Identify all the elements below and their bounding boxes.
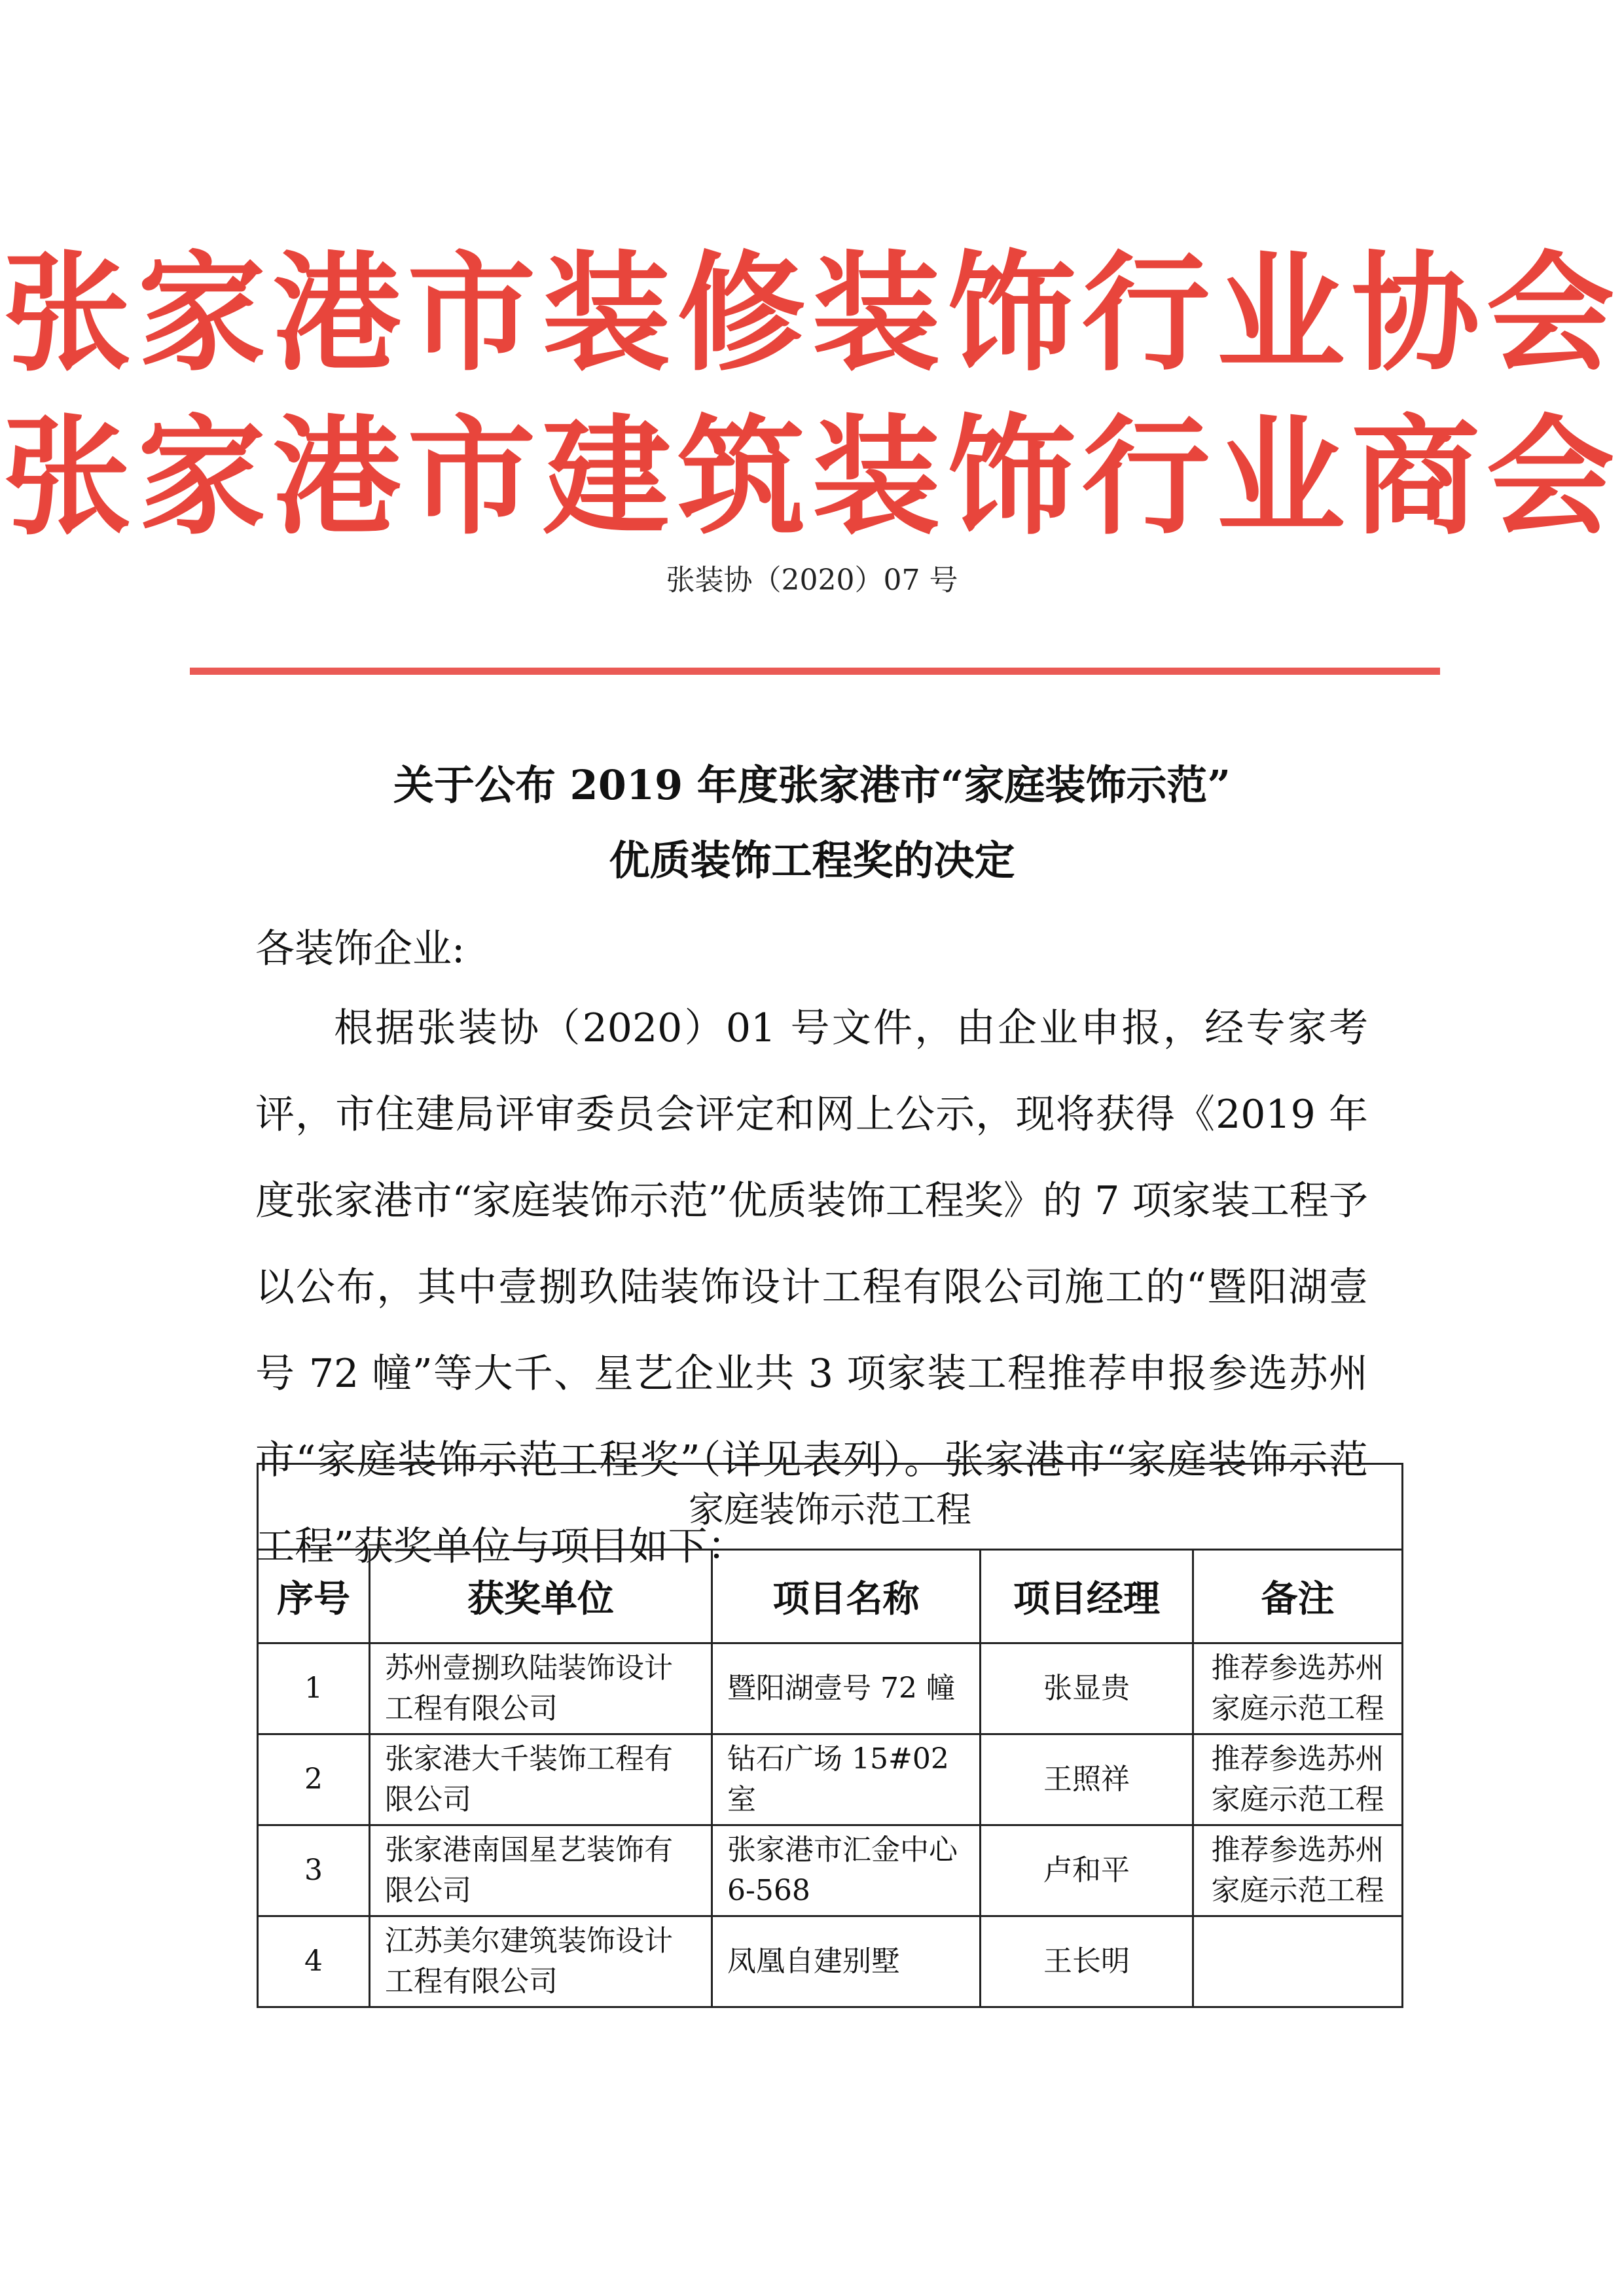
table-caption: 家庭装饰示范工程 [258,1464,1403,1550]
org-name-line-1: 张家港市装修装饰行业协会 [3,240,1621,389]
column-header-unit: 获奖单位 [370,1550,712,1643]
document-title-line-1: 关于公布 2019 年度张家港市“家庭装饰示范” [393,761,1231,809]
cell-project: 钻石广场 15#02 室 [712,1734,981,1825]
cell-unit: 张家港南国星艺装饰有限公司 [370,1825,712,1916]
document-number: 张装协（2020）07 号 [666,564,958,597]
table-row [258,1643,1403,1734]
cell-manager: 王照祥 [981,1734,1193,1825]
column-header-project: 项目名称 [712,1550,981,1643]
cell-project: 张家港市汇金中心 6-568 [712,1825,981,1916]
cell-remark [1193,1916,1403,2007]
cell-project: 凤凰自建别墅 [712,1916,981,2007]
cell-no: 3 [258,1825,370,1916]
awards-table [257,1463,1401,2008]
column-header-remark: 备注 [1193,1550,1403,1643]
cell-remark: 推荐参选苏州家庭示范工程 [1193,1643,1403,1734]
table-row [258,1825,1403,1916]
cell-manager: 卢和平 [981,1825,1193,1916]
column-header-manager: 项目经理 [981,1550,1193,1643]
cell-remark: 推荐参选苏州家庭示范工程 [1193,1825,1403,1916]
cell-unit: 张家港大千装饰工程有限公司 [370,1734,712,1825]
body-paragraph: 根据张装协（2020）01 号文件，由企业申报，经专家考评，市住建局评审委员会评定和网上公示，现将获得《2019 年度张家港市“家庭装饰示范”优质装饰工程奖》的 7 项家装工程予以公布，其中壹捌玖陆装饰设计工程有限公司施工的“暨阳湖壹号 72 幢”等大千、星艺企业共 3 项家装工程推荐申报参选苏州市“家庭装饰示范工程奖”（详见表列）。张家港市“家庭装饰示范工程”获奖单位与项目如下： [255,1005,1368,1570]
salutation: 各装饰企业: [255,926,465,972]
cell-project: 暨阳湖壹号 72 幢 [712,1643,981,1734]
cell-manager: 张显贵 [981,1643,1193,1734]
cell-unit: 江苏美尔建筑装饰设计工程有限公司 [370,1916,712,2007]
cell-unit: 苏州壹捌玖陆装饰设计工程有限公司 [370,1643,712,1734]
table-row [258,1916,1403,2007]
table-row [258,1734,1403,1825]
column-header-no: 序号 [258,1550,370,1643]
document-title-line-2: 优质装饰工程奖的决定 [609,836,1015,884]
cell-manager: 王长明 [981,1916,1193,2007]
cell-no: 4 [258,1916,370,2007]
cell-no: 2 [258,1734,370,1825]
org-name-line-2: 张家港市建筑装饰行业商会 [3,403,1621,552]
cell-remark: 推荐参选苏州家庭示范工程 [1193,1734,1403,1825]
header-divider [190,668,1440,675]
cell-no: 1 [258,1643,370,1734]
